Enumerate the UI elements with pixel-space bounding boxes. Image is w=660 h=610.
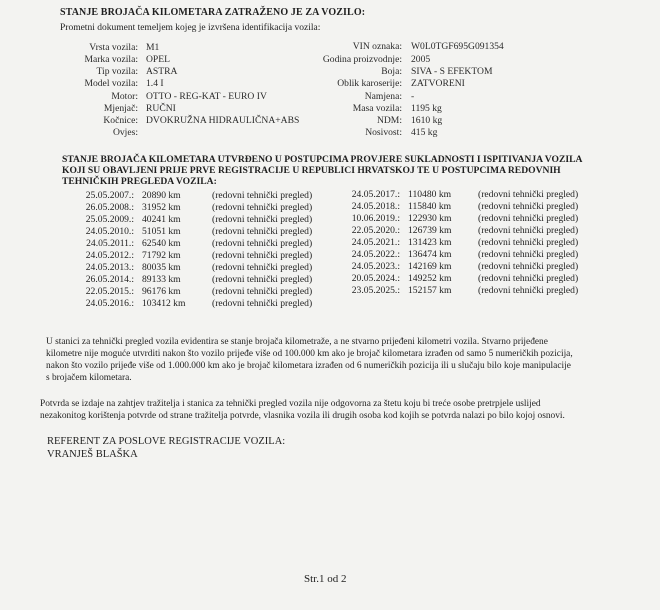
odometer-km: 20890 km [142, 190, 181, 201]
vehicle-make-value: OPEL [146, 54, 170, 65]
inspection-type: (redovni tehnički pregled) [478, 201, 579, 212]
vehicle-model-type-label: Tip vozila: [96, 66, 138, 77]
odometer-section-title-line3: TEHNIČKIH PREGLEDA VOZILA: [62, 176, 217, 187]
load-capacity-label: Nosivost: [365, 127, 402, 138]
odometer-km: 51051 km [142, 226, 181, 237]
suspension-label: Ovjes: [112, 127, 138, 138]
inspection-type: (redovni tehnički pregled) [212, 274, 313, 285]
odometer-date: 24.05.2016.: [85, 298, 134, 309]
odometer-date: 24.05.2018.: [351, 201, 400, 212]
odometer-row [60, 238, 312, 249]
odometer-date: 23.05.2025.: [351, 285, 400, 296]
odometer-km: 103412 km [142, 298, 186, 309]
odometer-row [326, 213, 578, 224]
inspection-type: (redovni tehnički pregled) [478, 261, 579, 272]
load-capacity-value: 415 kg [411, 127, 438, 138]
odometer-date: 24.05.2013.: [85, 262, 134, 273]
disclaimer-line: nezakonitog korištenja potvrde od strane tražitelja potvrde, vlasnika vozila ili drugih osoba kod kojih se potvrda nalazi po bilo kojoj osnovi. [40, 411, 565, 421]
odometer-row [326, 249, 578, 260]
odometer-row [60, 298, 312, 309]
odometer-row [326, 237, 578, 248]
odometer-row [60, 226, 312, 237]
odometer-date: 24.05.2017.: [351, 189, 400, 200]
odometer-date: 24.05.2023.: [351, 261, 400, 272]
vehicle-make-label: Marka vozila: [84, 54, 138, 65]
odometer-row [60, 190, 312, 201]
inspection-type: (redovni tehnički pregled) [478, 249, 579, 260]
gearbox-label: Mjenjač: [103, 103, 138, 114]
odometer-km: 71792 km [142, 250, 181, 261]
odometer-row [60, 262, 312, 273]
inspection-type: (redovni tehnički pregled) [212, 214, 313, 225]
inspection-type: (redovni tehnički pregled) [212, 190, 313, 201]
inspection-type: (redovni tehnički pregled) [478, 213, 579, 224]
notice-line: s brojačem kilometara. [46, 373, 132, 383]
inspection-type: (redovni tehnički pregled) [212, 238, 313, 249]
odometer-date: 24.05.2010.: [85, 226, 134, 237]
odometer-km: 122930 km [408, 213, 452, 224]
purpose-value: - [411, 91, 415, 102]
odometer-date: 26.05.2014.: [85, 274, 134, 285]
notice-line: U stanici za tehnički pregled vozila evidentira se stanje brojača kilometraže, a ne stvarno prijeđeni kilometri vozila. Stvarno prijeđene [46, 337, 548, 347]
brakes-label: Kočnice: [103, 115, 138, 126]
odometer-section-title-line2: KOJI SU OBAVLJENI PRIJE PRVE REGISTRACIJE U REPUBLICI HRVATSKOJ TE U POSTUPCIMA REDOVNIH [62, 165, 561, 176]
vehicle-type-value: M1 [146, 42, 160, 53]
odometer-km: 126739 km [408, 225, 452, 236]
odometer-km: 131423 km [408, 237, 452, 248]
odometer-km: 80035 km [142, 262, 181, 273]
odometer-km: 115840 km [408, 201, 452, 212]
inspection-type: (redovni tehnički pregled) [212, 226, 313, 237]
vehicle-model-type-value: ASTRA [146, 66, 178, 77]
odometer-row [60, 214, 312, 225]
odometer-km: 96176 km [142, 286, 181, 297]
gearbox-value: RUČNI [146, 103, 176, 114]
color-value: SIVA - S EFEKTOM [411, 66, 493, 77]
production-year-label: Godina proizvodnje: [322, 54, 402, 65]
odometer-section-title-line1: STANJE BROJAČA KILOMETARA UTVRĐENO U POSTUPCIMA PROVJERE SUKLADNOSTI I ISPITIVANJA VOZILA [62, 154, 583, 165]
odometer-row [326, 189, 578, 200]
odometer-km: 149252 km [408, 273, 452, 284]
odometer-row [326, 285, 578, 296]
vehicle-mass-value: 1195 kg [411, 103, 442, 114]
odometer-row [326, 261, 578, 272]
vehicle-model-value: 1.4 I [146, 78, 164, 89]
inspection-type: (redovni tehnički pregled) [478, 225, 579, 236]
odometer-km: 89133 km [142, 274, 181, 285]
inspection-type: (redovni tehnički pregled) [478, 237, 579, 248]
odometer-date: 22.05.2020.: [351, 225, 400, 236]
odometer-date: 25.05.2009.: [85, 214, 134, 225]
engine-value: OTTO - REG-KAT - EURO IV [146, 91, 267, 102]
odometer-row [326, 273, 578, 284]
inspection-type: (redovni tehnički pregled) [478, 285, 579, 296]
odometer-date: 10.06.2019.: [351, 213, 400, 224]
inspection-type: (redovni tehnički pregled) [212, 286, 313, 297]
odometer-date: 26.05.2008.: [85, 202, 134, 213]
body-shape-label: Oblik karoserije: [337, 78, 402, 89]
vehicle-mass-label: Masa vozila: [352, 103, 402, 114]
vehicle-model-label: Model vozila: [84, 78, 138, 89]
odometer-km: 110480 km [408, 189, 452, 200]
inspection-type: (redovni tehnički pregled) [212, 250, 313, 261]
document-subtitle: Prometni dokument temeljem kojeg je izvršena identifikacija vozila: [60, 23, 321, 33]
vehicle-type-label: Vrsta vozila: [89, 42, 138, 53]
inspection-type: (redovni tehnički pregled) [212, 202, 313, 213]
signature-name: VRANJEŠ BLAŠKA [47, 449, 138, 460]
body-shape-value: ZATVORENI [411, 78, 465, 89]
inspection-type: (redovni tehnički pregled) [212, 298, 313, 309]
odometer-date: 22.05.2015.: [85, 286, 134, 297]
max-mass-value: 1610 kg [411, 115, 443, 126]
odometer-km: 136474 km [408, 249, 452, 260]
color-label: Boja: [381, 66, 402, 77]
odometer-date: 24.05.2011.: [86, 238, 134, 249]
odometer-row [60, 202, 312, 213]
odometer-km: 31952 km [142, 202, 181, 213]
disclaimer-line: Potvrda se izdaje na zahtjev tražitelja i stanica za tehnički pregled vozila nije odgovorna za štetu koju bi treće osobe pretrpjele uslijed [40, 399, 541, 409]
odometer-date: 24.05.2021.: [351, 237, 400, 248]
page-number: Str.1 od 2 [304, 573, 347, 585]
odometer-km: 40241 km [142, 214, 181, 225]
odometer-row [60, 250, 312, 261]
production-year-value: 2005 [411, 54, 431, 65]
odometer-row [326, 201, 578, 212]
odometer-km: 142169 km [408, 261, 452, 272]
odometer-date: 25.05.2007.: [85, 190, 134, 201]
max-mass-label: NDM: [376, 115, 402, 126]
brakes-value: DVOKRUŽNA HIDRAULIČNA+ABS [146, 115, 300, 126]
odometer-row [60, 274, 312, 285]
odometer-date: 20.05.2024.: [351, 273, 400, 284]
odometer-date: 24.05.2022.: [351, 249, 400, 260]
odometer-km: 152157 km [408, 285, 452, 296]
engine-label: Motor: [111, 91, 138, 102]
notice-line: nakon što vozilo prijeđe više od 1.000.000 km ako je brojač kilometara izrađen od 6 numeričkih pozicija ili u slučaju bilo koje manipulacije [46, 361, 571, 371]
vin-value: W0L0TGF695G091354 [411, 41, 504, 52]
inspection-type: (redovni tehnički pregled) [478, 273, 579, 284]
odometer-date: 24.05.2012.: [85, 250, 134, 261]
inspection-type: (redovni tehnički pregled) [478, 189, 579, 200]
odometer-row [326, 225, 578, 236]
odometer-km: 62540 km [142, 238, 181, 249]
vin-label: VIN oznaka: [352, 41, 402, 52]
inspection-type: (redovni tehnički pregled) [212, 262, 313, 273]
odometer-row [60, 286, 312, 297]
notice-line: kilometre nije moguće utvrditi nakon što vozilo prijeđe više od 100.000 km ako je brojač kilometara izrađen od samo 5 numeričkih pozicija, [46, 349, 573, 359]
purpose-label: Namjena: [364, 91, 402, 102]
document-title: STANJE BROJAČA KILOMETARA ZATRAŽENO JE ZA VOZILO: [60, 7, 366, 18]
signature-role: REFERENT ZA POSLOVE REGISTRACIJE VOZILA: [47, 436, 286, 447]
